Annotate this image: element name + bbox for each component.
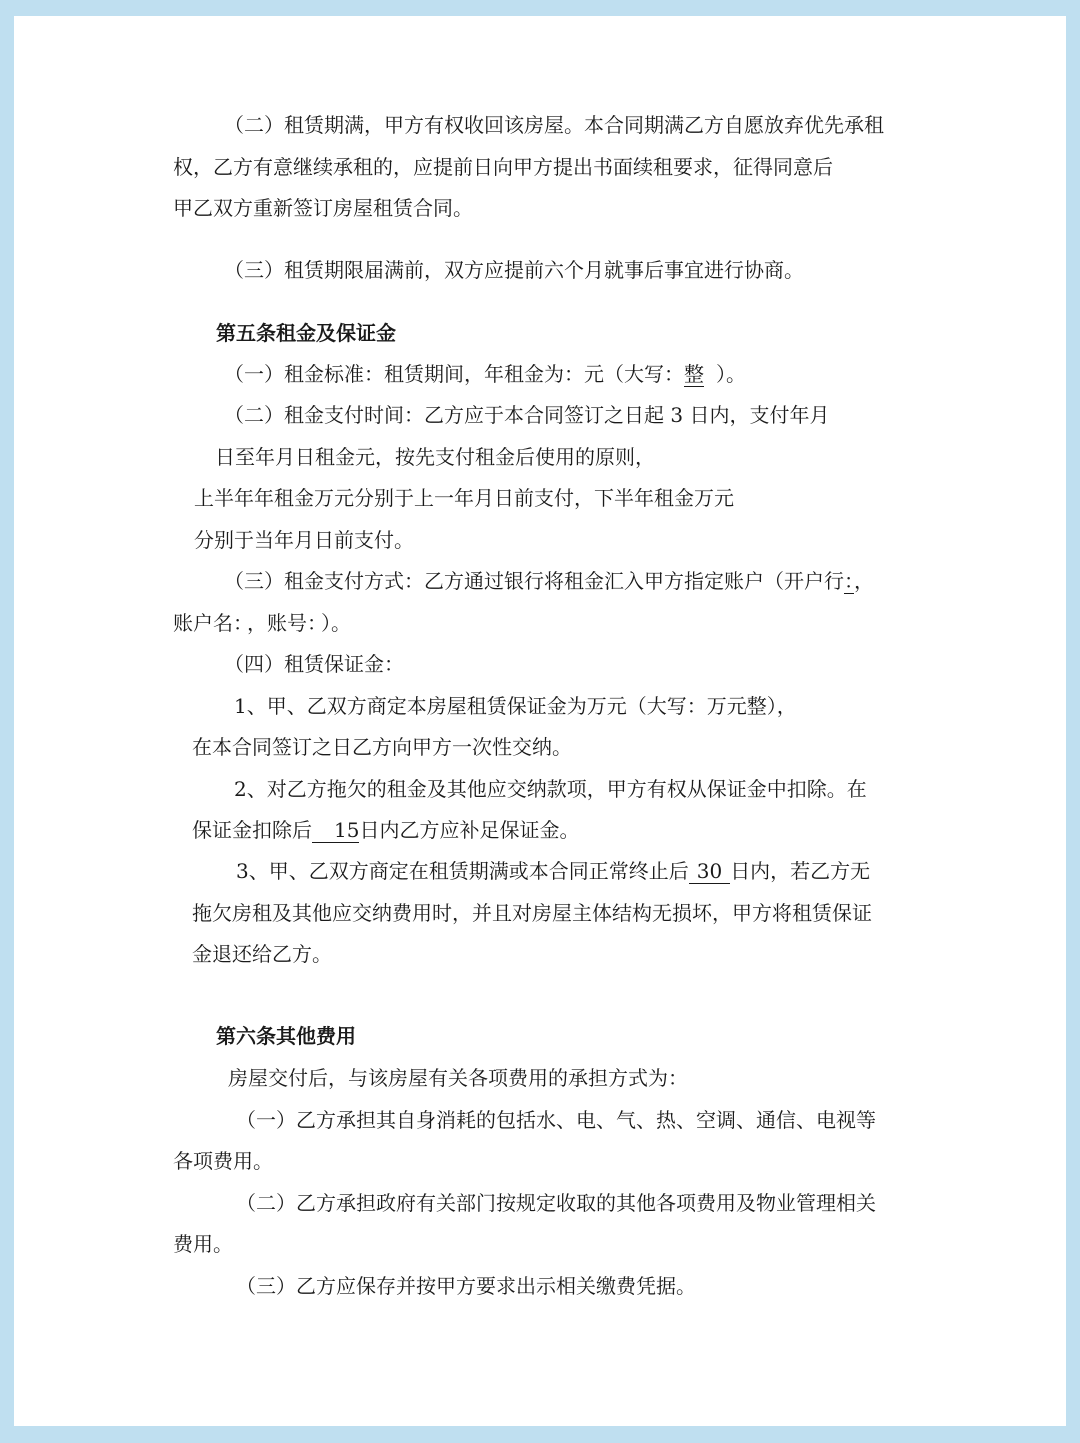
- text: 月: [809, 403, 830, 427]
- clause-5-4: [224, 650, 1080, 678]
- text: 拖欠房租及其他应交纳费用时，并且对房屋主体结构无损坏，甲方将租赁保证: [192, 901, 872, 925]
- clause-5-1: [224, 360, 1080, 388]
- item-5-4-3-line-2: [192, 899, 1080, 927]
- text: 万元: [694, 486, 734, 510]
- clause-6-1-line-2: [173, 1147, 1080, 1175]
- text: 在本合同签订之日乙方向甲方一次性交纳。: [192, 735, 572, 759]
- text: 甲乙双方重新签订房屋租赁合同。: [173, 196, 473, 220]
- text: 元，按先支付租金后使用的原则，: [355, 445, 655, 469]
- text: 整: [684, 362, 704, 386]
- deposit-topup-days: 15: [312, 818, 359, 843]
- text: 月: [474, 486, 494, 510]
- text: （二）租金支付时间：乙方应于本合同签订之日起 3 日内，支付: [224, 403, 790, 427]
- clause-5-2-line-1: [224, 401, 1080, 429]
- text: 日至: [215, 445, 255, 469]
- text: 日内乙方应补足保证金。: [359, 818, 580, 842]
- refund-days: 30: [689, 859, 730, 884]
- text: 日内，若乙方无: [730, 859, 871, 883]
- text: 分别于当年: [194, 528, 294, 552]
- item-5-4-3-line-1: [236, 857, 1080, 885]
- text: 万元整），: [706, 694, 797, 718]
- item-5-4-2-line-1: [234, 775, 1080, 803]
- text: （四）租赁保证金：: [224, 652, 404, 676]
- text: 账户名：: [173, 611, 243, 635]
- clause-4-2-line-3: [173, 194, 1080, 222]
- item-5-4-3-line-3: [192, 940, 1080, 968]
- clause-4-2-line-2: [173, 153, 907, 181]
- article-5-heading: [216, 319, 1080, 347]
- text: ）。: [321, 611, 351, 635]
- clause-6-2-line-2: [173, 1230, 1080, 1258]
- text: 年: [255, 445, 275, 469]
- text: （三）租金支付方式：乙方通过银行将租金汇入甲方指定账户（开户行: [224, 569, 844, 593]
- text: 各项费用。: [173, 1149, 273, 1173]
- text: ：: [844, 569, 854, 593]
- text: 上半年年租金: [194, 486, 314, 510]
- item-5-4-1-line-1: [234, 692, 1080, 720]
- text: 房屋交付后，与该房屋有关各项费用的承担方式为：: [228, 1066, 688, 1090]
- clause-5-3-line-1: [224, 567, 1080, 595]
- article-number: 第五条: [216, 321, 276, 345]
- text: 万元（大写：: [586, 694, 707, 718]
- text: 万元分别于上一年: [314, 486, 474, 510]
- text: （一）租金标准：租赁期间，年租金为：: [224, 362, 584, 386]
- text: 月: [275, 445, 295, 469]
- text: （二）乙方承担政府有关部门按规定收取的其他各项费用及物业管理相关: [236, 1191, 876, 1215]
- text: （二）租赁期满，甲方有权收回该房屋。本合同期满乙方自愿放弃优先承租: [224, 113, 884, 137]
- item-5-4-1-line-2: [192, 733, 1080, 761]
- text: 日租金: [295, 445, 355, 469]
- clause-6-2-line-1: [236, 1189, 1080, 1217]
- clause-5-2-line-4: [194, 526, 1080, 554]
- text: 日前支付。: [314, 528, 414, 552]
- text: 日向甲方提出书面续租要求，征得同意后: [473, 155, 833, 179]
- clause-5-2-line-2: [215, 443, 1080, 471]
- article-title: 租金及保证金: [276, 321, 396, 345]
- article-6-heading: [216, 1022, 1080, 1050]
- text: 元（大写：: [584, 362, 684, 386]
- text: （三）乙方应保存并按甲方要求出示相关缴费凭据。: [236, 1274, 696, 1298]
- text: 金退还给乙方。: [192, 942, 332, 966]
- clause-4-3: [224, 256, 1080, 284]
- clause-6-3: [236, 1272, 1080, 1300]
- text: 日前支付，下半年租金: [494, 486, 694, 510]
- clause-4-2-line-1: [224, 111, 907, 139]
- text: 保证金扣除后: [192, 818, 312, 842]
- article-title: 其他费用: [276, 1024, 356, 1048]
- text: ，: [854, 569, 874, 593]
- text: 1、甲、乙双方商定本房屋租赁保证金为: [234, 694, 587, 718]
- article-6-intro: [228, 1064, 1080, 1092]
- text: （三）租赁期限届满前，双方应提前六个月就事后事宜进行协商。: [224, 258, 804, 282]
- text: ，账号：: [247, 611, 317, 635]
- text: 费用。: [173, 1232, 233, 1256]
- clause-5-3-line-2: [173, 609, 1080, 637]
- text: ）。: [716, 362, 746, 386]
- text: 2、对乙方拖欠的租金及其他应交纳款项，甲方有权从保证金中扣除。在: [234, 777, 867, 801]
- text: 权，乙方有意继续承租的，应提前: [173, 155, 473, 179]
- contract-page: [14, 16, 1066, 1426]
- clause-6-1-line-1: [236, 1106, 1080, 1134]
- text: 月: [294, 528, 314, 552]
- text: 年: [789, 403, 810, 427]
- text: （一）乙方承担其自身消耗的包括水、电、气、热、空调、通信、电视等: [236, 1108, 876, 1132]
- text: 3、甲、乙双方商定在租赁期满或本合同正常终止后: [236, 859, 689, 883]
- clause-5-2-line-3: [194, 484, 1080, 512]
- article-number: 第六条: [216, 1024, 276, 1048]
- item-5-4-2-line-2: [192, 816, 1080, 844]
